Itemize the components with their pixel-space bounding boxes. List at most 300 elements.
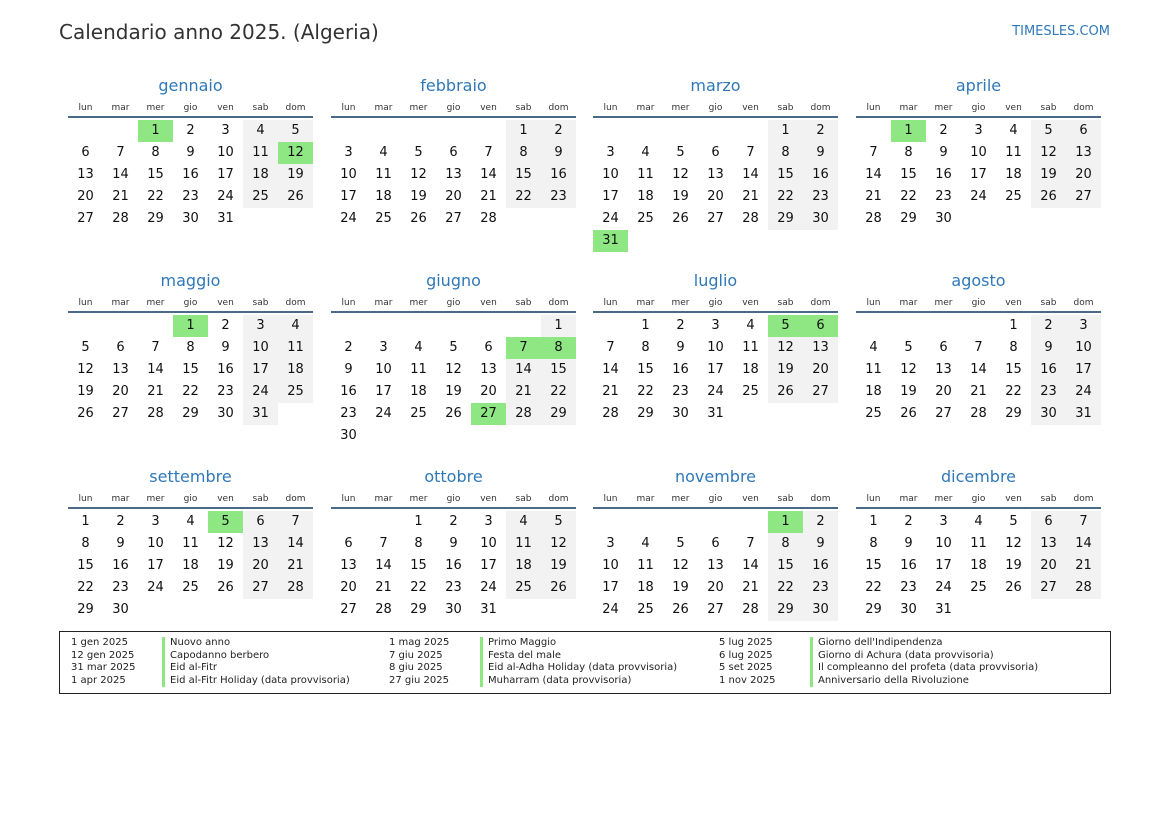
legend-holiday-name: Nuovo anno (162, 637, 230, 650)
weekday-label: sab (777, 103, 794, 113)
day-cell: 14 (112, 167, 129, 182)
day-cell: 23 (182, 189, 199, 204)
weekday-header (68, 99, 313, 118)
day-cell: 15 (768, 164, 803, 186)
day-cell: 28 (742, 602, 759, 617)
day-cell: 1 (81, 514, 90, 529)
weekday-label: gio (971, 298, 986, 308)
weekday-label: ven (217, 298, 234, 308)
weekday-label: mar (111, 298, 130, 308)
day-cell: 26 (445, 406, 462, 421)
day-cell: 28 (1066, 577, 1101, 599)
legend-date: 5 lug 2025 (719, 637, 773, 648)
holiday-day: 6 (803, 315, 838, 337)
empty-cell (331, 511, 366, 533)
day-cell: 26 (1005, 580, 1022, 595)
weekday-label: dom (810, 494, 831, 504)
day-cell: 12 (672, 558, 689, 573)
day-cell: 16 (803, 164, 838, 186)
day-cell: 22 (506, 186, 541, 208)
weekday-label: dom (548, 494, 569, 504)
day-cell: 13 (1031, 533, 1066, 555)
day-cell: 7 (379, 536, 388, 551)
day-cell: 7 (116, 145, 125, 160)
day-cell: 25 (375, 211, 392, 226)
weekday-label: mer (409, 298, 428, 308)
empty-cell (401, 120, 436, 142)
day-cell: 8 (904, 145, 913, 160)
day-cell: 3 (1066, 315, 1101, 337)
day-cell: 4 (641, 536, 650, 551)
day-cell: 22 (1005, 384, 1022, 399)
day-cell: 23 (112, 580, 129, 595)
day-cell: 2 (803, 120, 838, 142)
day-cell: 13 (340, 558, 357, 573)
month-dicembre (856, 464, 1101, 621)
weekday-label: dom (1073, 494, 1094, 504)
day-cell: 6 (711, 145, 720, 160)
weekday-label: dom (810, 103, 831, 113)
weekday-label: sab (252, 298, 269, 308)
day-cell: 18 (506, 555, 541, 577)
day-cell: 22 (541, 381, 576, 403)
weekday-label: lun (341, 103, 356, 113)
day-cell: 20 (1031, 555, 1066, 577)
month-name: luglio (693, 271, 738, 290)
legend-date: 6 lug 2025 (719, 649, 773, 661)
day-cell: 4 (379, 145, 388, 160)
day-cell: 12 (77, 362, 94, 377)
weekday-label: ven (742, 103, 759, 113)
day-cell: 15 (147, 167, 164, 182)
weekday-label: ven (742, 298, 759, 308)
day-cell: 2 (803, 511, 838, 533)
weekday-label: dom (285, 103, 306, 113)
weekday-label: mer (671, 298, 690, 308)
day-cell: 30 (803, 208, 838, 230)
day-cell: 19 (672, 189, 689, 204)
day-cell: 16 (182, 167, 199, 182)
day-cell: 4 (278, 315, 313, 337)
day-cell: 17 (340, 189, 357, 204)
day-cell: 9 (344, 362, 353, 377)
day-cell: 4 (414, 340, 423, 355)
day-cell: 12 (541, 533, 576, 555)
day-cell: 16 (112, 558, 129, 573)
day-cell: 20 (1066, 164, 1101, 186)
site-link[interactable]: TIMESLES.COM (1012, 24, 1110, 39)
day-cell: 7 (746, 145, 755, 160)
day-cell: 3 (243, 315, 278, 337)
day-cell: 24 (217, 189, 234, 204)
day-grid (856, 120, 1101, 230)
day-cell: 4 (974, 514, 983, 529)
day-cell: 28 (865, 211, 882, 226)
weekday-label: mar (111, 494, 130, 504)
day-cell: 5 (541, 511, 576, 533)
empty-cell (698, 120, 733, 142)
day-cell: 2 (541, 120, 576, 142)
day-cell: 23 (900, 580, 917, 595)
day-cell: 10 (935, 536, 952, 551)
day-cell: 20 (707, 189, 724, 204)
weekday-label: mer (671, 494, 690, 504)
legend-entry (60, 637, 350, 650)
month-maggio (68, 268, 313, 425)
day-cell: 16 (1031, 359, 1066, 381)
day-cell: 22 (77, 580, 94, 595)
day-cell: 22 (637, 384, 654, 399)
weekday-label: ven (217, 494, 234, 504)
day-cell: 27 (1031, 577, 1066, 599)
month-name: maggio (160, 271, 221, 290)
day-cell: 20 (707, 580, 724, 595)
day-cell: 24 (243, 381, 278, 403)
day-cell: 22 (768, 186, 803, 208)
day-cell: 24 (375, 406, 392, 421)
day-cell: 31 (217, 211, 234, 226)
empty-cell (68, 120, 103, 142)
legend-date: 1 gen 2025 (71, 637, 129, 648)
day-cell: 9 (221, 340, 230, 355)
day-cell: 19 (445, 384, 462, 399)
empty-cell (733, 120, 768, 142)
day-cell: 9 (186, 145, 195, 160)
day-cell: 11 (742, 340, 759, 355)
weekday-label: mar (636, 494, 655, 504)
day-cell: 24 (970, 189, 987, 204)
day-cell: 25 (278, 381, 313, 403)
day-cell: 2 (676, 318, 685, 333)
legend-column (708, 637, 1038, 687)
day-cell: 24 (1066, 381, 1101, 403)
holiday-day: 8 (541, 337, 576, 359)
weekday-label: dom (285, 494, 306, 504)
day-cell: 23 (541, 186, 576, 208)
day-cell: 15 (637, 362, 654, 377)
day-cell: 8 (768, 142, 803, 164)
day-cell: 1 (414, 514, 423, 529)
day-cell: 3 (606, 536, 615, 551)
day-cell: 28 (278, 577, 313, 599)
day-cell: 4 (1009, 123, 1018, 138)
day-cell: 13 (112, 362, 129, 377)
day-cell: 16 (672, 362, 689, 377)
day-cell: 22 (900, 189, 917, 204)
day-cell: 2 (449, 514, 458, 529)
month-novembre (593, 464, 838, 621)
day-cell: 25 (243, 186, 278, 208)
day-cell: 21 (375, 580, 392, 595)
day-cell: 17 (707, 362, 724, 377)
day-cell: 17 (217, 167, 234, 182)
empty-cell (628, 120, 663, 142)
day-cell: 12 (1031, 142, 1066, 164)
empty-cell (366, 511, 401, 533)
day-cell: 11 (970, 536, 987, 551)
day-cell: 13 (77, 167, 94, 182)
weekday-label: sab (515, 103, 532, 113)
day-cell: 24 (935, 580, 952, 595)
month-ottobre (331, 464, 576, 621)
day-cell: 14 (147, 362, 164, 377)
empty-cell (733, 511, 768, 533)
day-cell: 7 (869, 145, 878, 160)
weekday-label: gio (708, 103, 723, 113)
day-cell: 6 (484, 340, 493, 355)
day-cell: 16 (445, 558, 462, 573)
day-cell: 7 (974, 340, 983, 355)
month-febbraio (331, 73, 576, 230)
weekday-header (68, 490, 313, 509)
day-cell: 14 (742, 558, 759, 573)
day-cell: 30 (112, 602, 129, 617)
day-cell: 13 (935, 362, 952, 377)
day-cell: 6 (939, 340, 948, 355)
day-cell: 1 (641, 318, 650, 333)
day-cell: 27 (707, 602, 724, 617)
day-cell: 30 (217, 406, 234, 421)
day-grid (856, 315, 1101, 425)
day-cell: 6 (711, 536, 720, 551)
day-cell: 8 (506, 142, 541, 164)
weekday-label: mer (934, 494, 953, 504)
day-cell: 19 (541, 555, 576, 577)
day-cell: 5 (1009, 514, 1018, 529)
page-title: Calendario anno 2025. (Algeria) (59, 20, 379, 44)
legend-entry (378, 662, 677, 675)
day-cell: 1 (869, 514, 878, 529)
day-cell: 28 (602, 406, 619, 421)
weekday-label: mer (146, 103, 165, 113)
day-cell: 18 (278, 359, 313, 381)
day-cell: 8 (151, 145, 160, 160)
day-cell: 5 (1031, 120, 1066, 142)
day-cell: 4 (869, 340, 878, 355)
holiday-legend (59, 631, 1111, 694)
day-cell: 12 (672, 167, 689, 182)
day-cell: 10 (217, 145, 234, 160)
day-cell: 8 (186, 340, 195, 355)
day-cell: 31 (707, 406, 724, 421)
weekday-label: dom (1073, 103, 1094, 113)
empty-cell (593, 511, 628, 533)
month-name: marzo (690, 76, 741, 95)
empty-cell (506, 315, 541, 337)
day-cell: 19 (672, 580, 689, 595)
day-grid (68, 511, 313, 621)
day-cell: 29 (900, 211, 917, 226)
day-cell: 7 (484, 145, 493, 160)
day-cell: 26 (410, 211, 427, 226)
day-cell: 14 (865, 167, 882, 182)
empty-cell (593, 315, 628, 337)
weekday-label: gio (446, 298, 461, 308)
weekday-label: sab (777, 298, 794, 308)
weekday-label: mar (374, 103, 393, 113)
weekday-label: lun (341, 494, 356, 504)
day-cell: 27 (935, 406, 952, 421)
day-cell: 9 (803, 142, 838, 164)
day-cell: 14 (1066, 533, 1101, 555)
weekday-label: mar (111, 103, 130, 113)
day-cell: 2 (1031, 315, 1066, 337)
weekday-header (593, 294, 838, 313)
day-cell: 7 (278, 511, 313, 533)
day-cell: 12 (217, 536, 234, 551)
weekday-label: mer (146, 298, 165, 308)
day-cell: 18 (375, 189, 392, 204)
day-cell: 21 (1066, 555, 1101, 577)
legend-holiday-name: Eid al-Fitr (162, 662, 217, 675)
day-cell: 6 (449, 145, 458, 160)
day-cell: 11 (865, 362, 882, 377)
day-cell: 4 (186, 514, 195, 529)
legend-date: 31 mar 2025 (71, 662, 136, 673)
day-cell: 31 (480, 602, 497, 617)
day-cell: 25 (410, 406, 427, 421)
day-cell: 1 (541, 315, 576, 337)
day-cell: 14 (970, 362, 987, 377)
day-cell: 25 (182, 580, 199, 595)
day-cell: 2 (344, 340, 353, 355)
day-cell: 21 (865, 189, 882, 204)
weekday-label: ven (480, 298, 497, 308)
day-cell: 16 (935, 167, 952, 182)
day-cell: 19 (77, 384, 94, 399)
day-cell: 13 (803, 337, 838, 359)
day-cell: 21 (742, 189, 759, 204)
day-cell: 11 (506, 533, 541, 555)
weekday-label: sab (1040, 103, 1057, 113)
weekday-label: mar (636, 103, 655, 113)
weekday-label: sab (515, 494, 532, 504)
legend-date: 5 set 2025 (719, 662, 773, 673)
day-cell: 17 (602, 580, 619, 595)
day-grid (331, 511, 576, 621)
day-cell: 7 (151, 340, 160, 355)
day-cell: 25 (742, 384, 759, 399)
day-cell: 18 (865, 384, 882, 399)
day-cell: 3 (344, 145, 353, 160)
day-cell: 14 (480, 167, 497, 182)
holiday-day: 1 (768, 511, 803, 533)
day-cell: 20 (112, 384, 129, 399)
day-cell: 30 (935, 211, 952, 226)
day-cell: 25 (637, 602, 654, 617)
day-cell: 17 (970, 167, 987, 182)
day-cell: 12 (1005, 536, 1022, 551)
legend-date: 27 giu 2025 (389, 674, 449, 686)
legend-entry (60, 650, 350, 663)
empty-cell (138, 315, 173, 337)
day-cell: 19 (217, 558, 234, 573)
day-cell: 21 (112, 189, 129, 204)
day-cell: 29 (637, 406, 654, 421)
day-cell: 5 (676, 145, 685, 160)
day-cell: 19 (1005, 558, 1022, 573)
day-cell: 4 (506, 511, 541, 533)
day-cell: 29 (77, 602, 94, 617)
day-cell: 10 (970, 145, 987, 160)
weekday-label: dom (1073, 298, 1094, 308)
day-cell: 20 (935, 384, 952, 399)
day-cell: 18 (637, 189, 654, 204)
day-cell: 27 (445, 211, 462, 226)
weekday-label: lun (866, 298, 881, 308)
day-cell: 14 (506, 359, 541, 381)
day-cell: 23 (935, 189, 952, 204)
day-cell: 24 (707, 384, 724, 399)
month-name: ottobre (424, 467, 483, 486)
weekday-label: ven (1005, 103, 1022, 113)
weekday-label: dom (548, 298, 569, 308)
month-marzo (593, 73, 838, 252)
day-cell: 17 (1066, 359, 1101, 381)
day-cell: 13 (707, 558, 724, 573)
day-cell: 3 (379, 340, 388, 355)
day-cell: 27 (1066, 186, 1101, 208)
day-cell: 8 (768, 533, 803, 555)
day-cell: 12 (768, 337, 803, 359)
day-cell: 13 (1066, 142, 1101, 164)
legend-holiday-name: Primo Maggio (480, 637, 556, 650)
weekday-label: lun (603, 494, 618, 504)
day-cell: 25 (970, 580, 987, 595)
day-cell: 30 (803, 599, 838, 621)
day-cell: 28 (742, 211, 759, 226)
legend-entry (378, 675, 677, 688)
day-cell: 1 (1009, 318, 1018, 333)
legend-entry (378, 637, 677, 650)
empty-cell (891, 315, 926, 337)
day-cell: 30 (182, 211, 199, 226)
day-cell: 27 (803, 381, 838, 403)
weekday-label: lun (866, 494, 881, 504)
empty-cell (366, 120, 401, 142)
weekday-label: ven (742, 494, 759, 504)
day-cell: 28 (970, 406, 987, 421)
day-cell: 4 (243, 120, 278, 142)
day-cell: 10 (602, 558, 619, 573)
weekday-label: gio (446, 494, 461, 504)
day-cell: 11 (637, 558, 654, 573)
weekday-label: sab (252, 494, 269, 504)
empty-cell (698, 511, 733, 533)
day-cell: 18 (410, 384, 427, 399)
day-cell: 5 (414, 145, 423, 160)
day-cell: 11 (637, 167, 654, 182)
day-cell: 15 (77, 558, 94, 573)
empty-cell (401, 315, 436, 337)
day-cell: 21 (742, 580, 759, 595)
day-cell: 10 (602, 167, 619, 182)
day-grid (331, 120, 576, 230)
day-cell: 18 (182, 558, 199, 573)
day-cell: 13 (243, 533, 278, 555)
weekday-label: mar (374, 298, 393, 308)
day-cell: 26 (541, 577, 576, 599)
day-cell: 2 (939, 123, 948, 138)
weekday-label: gio (183, 494, 198, 504)
day-cell: 23 (803, 577, 838, 599)
legend-entry (60, 662, 350, 675)
day-cell: 26 (672, 602, 689, 617)
day-cell: 6 (81, 145, 90, 160)
day-cell: 26 (768, 381, 803, 403)
day-cell: 22 (147, 189, 164, 204)
empty-cell (471, 120, 506, 142)
